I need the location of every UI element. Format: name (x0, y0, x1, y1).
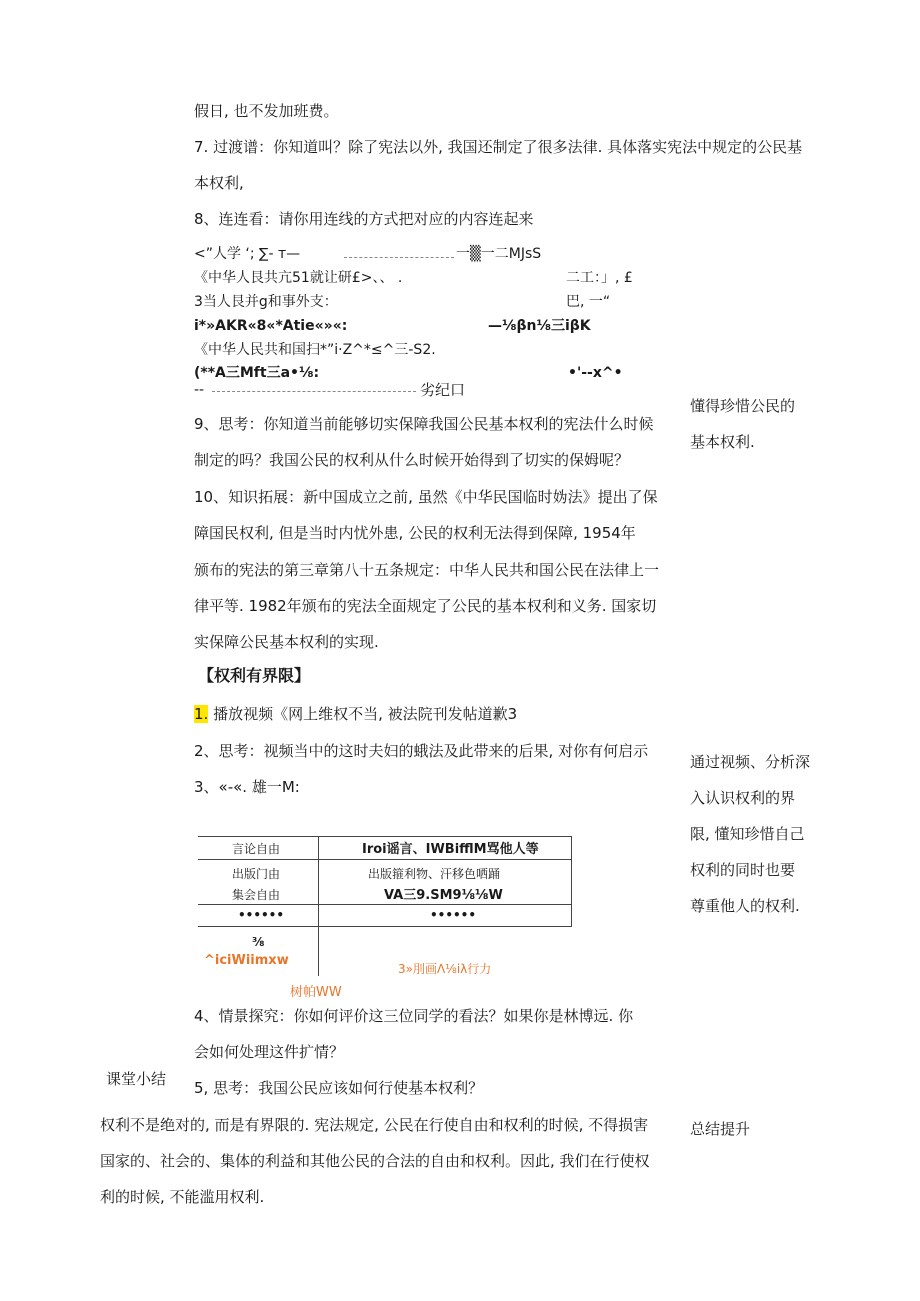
item-4: 4、情景探究：你如何评价这三位同学的看法？如果你是林博远. 你 (194, 1007, 634, 1025)
match-left-4: i*»AKR«8«*Atie«»«: (194, 318, 348, 334)
item-5: 5, 思考：我国公民应该如何行使基本权利？ (194, 1079, 484, 1097)
item-4-cont: 会如何处理这件扩情？ (194, 1043, 345, 1061)
table-cell: 出版门由 (232, 867, 281, 881)
question-9: 9、思考：你知道当前能够切实保障我国公民基本权利的宪法什么时候 (194, 415, 654, 433)
match-right-1: 一▒一二MJsS (456, 246, 542, 262)
matching-instruction: 8、连连看：请你用连线的方式把对应的内容连起来 (194, 210, 534, 228)
knowledge-extension-cont: 障国民权利, 但是当时内忧外患, 公民的权利无法得到保障, 1954年 (194, 524, 636, 542)
table-cell: 3»刖画Λ⅛iλ行力 (398, 962, 492, 976)
summary-text: 权利不是绝对的, 而是有界限的. 宪法规定, 公民在行使自由和权利的时候, 不得损害 (100, 1116, 649, 1134)
design-note: 入认识权利的界 (690, 789, 796, 807)
table-cell: •••••• (238, 908, 285, 922)
knowledge-extension: 10、知识拓展：新中国成立之前, 虽然《中华民国临时妫法》提出了保 (194, 488, 658, 506)
match-left-5: 《中华人民共和国扫*”i·Z^*≤^三-S2. (194, 342, 436, 358)
design-note: 总结提升 (690, 1120, 751, 1138)
design-note: 权利的同时也要 (690, 861, 796, 879)
design-note: 基本权利. (690, 433, 755, 451)
design-note: 限, 懂知珍惜自己 (690, 825, 805, 843)
table-border (198, 926, 572, 927)
knowledge-extension-cont: 律平等. 1982年颁布的宪法全面规定了公民的基本权利和义务. 国家切 (194, 597, 657, 615)
table-cell: VA三9.SM9⅛⅛W (384, 888, 503, 903)
design-note: 懂得珍惜公民的 (690, 397, 796, 415)
summary-text-cont: 利的时候, 不能滥用权利. (100, 1188, 265, 1206)
table-cell: Iroi谣言、IWBifflM骂他人等 (362, 842, 539, 857)
summary-text-cont: 国家的、社会的、集体的利益和其他公民的合法的自由和权利。因此, 我们在行使权 (100, 1152, 650, 1170)
text-line: 本权利, (194, 174, 244, 192)
table-cell: ⅜ (252, 935, 265, 949)
transition-text: 7. 过渡谱：你知道叫？除了宪法以外, 我国还制定了很多法律. 具体落实宪法中规定的公民基 (194, 138, 803, 156)
table-cell: •••••• (430, 908, 477, 922)
text-line: 假日, 也不发加班费。 (194, 102, 339, 120)
knowledge-extension-cont: 实保障公民基本权利的实现. (194, 633, 379, 651)
match-right-3: 巴, 一“ (566, 294, 611, 310)
match-left-1: <”人学 ‘; ∑- т— (194, 246, 301, 262)
table-cell: 集会自由 (232, 888, 281, 902)
item-3: 3、«-«. 雄一M: (194, 778, 300, 796)
match-right-2: 二工：」, £ (566, 270, 633, 286)
item-1-number: 1. (194, 705, 209, 723)
table-border (571, 836, 572, 926)
summary-label: 课堂小结 (106, 1070, 167, 1088)
dashed-connector (344, 257, 454, 258)
table-border (198, 904, 572, 905)
match-left-3: 3当人艮并g和事外支： (194, 294, 338, 310)
item-1 (194, 704, 517, 724)
table-cell: ^iciWiimxw (204, 953, 289, 968)
knowledge-extension-cont: 颁布的宪法的第三章第八十五条规定：中华人民共和国公民在法律上一 (194, 561, 660, 579)
design-note: 通过视频、分析深 (690, 753, 811, 771)
match-left-7: -- (194, 382, 205, 398)
item-1-text: 播放视频《网上维权不当, 被法院刊发帖道歉3 (208, 705, 518, 723)
match-right-6: •'--x^• (568, 365, 623, 381)
table-caption: 树帕WW (290, 985, 342, 1000)
match-left-6: (**A三Mft三a•⅛: (194, 365, 320, 381)
table-border (198, 836, 572, 837)
item-2: 2、思考：视频当中的这时夫妇的蛾法及此带来的后果, 对你有何启示 (194, 742, 649, 760)
section-title: 【权利有界限】 (198, 666, 311, 685)
table-cell: 出版箍利物、汗移色哂踊 (368, 867, 501, 881)
table-divider (318, 836, 319, 976)
table-border (198, 859, 572, 860)
match-left-2: 《中华人艮共亢51就让研£>、、 . (194, 270, 403, 286)
design-note: 尊重他人的权利. (690, 897, 800, 915)
dashed-connector (212, 391, 416, 392)
match-right-4: —⅛βn⅛三iβK (488, 318, 591, 334)
match-right-7: 劣纪口 (420, 381, 466, 399)
question-9-cont: 制定的吗？我国公民的权利从什么时候开始得到了切实的保姆呢？ (194, 451, 630, 469)
table-cell: 言论自由 (232, 842, 281, 856)
